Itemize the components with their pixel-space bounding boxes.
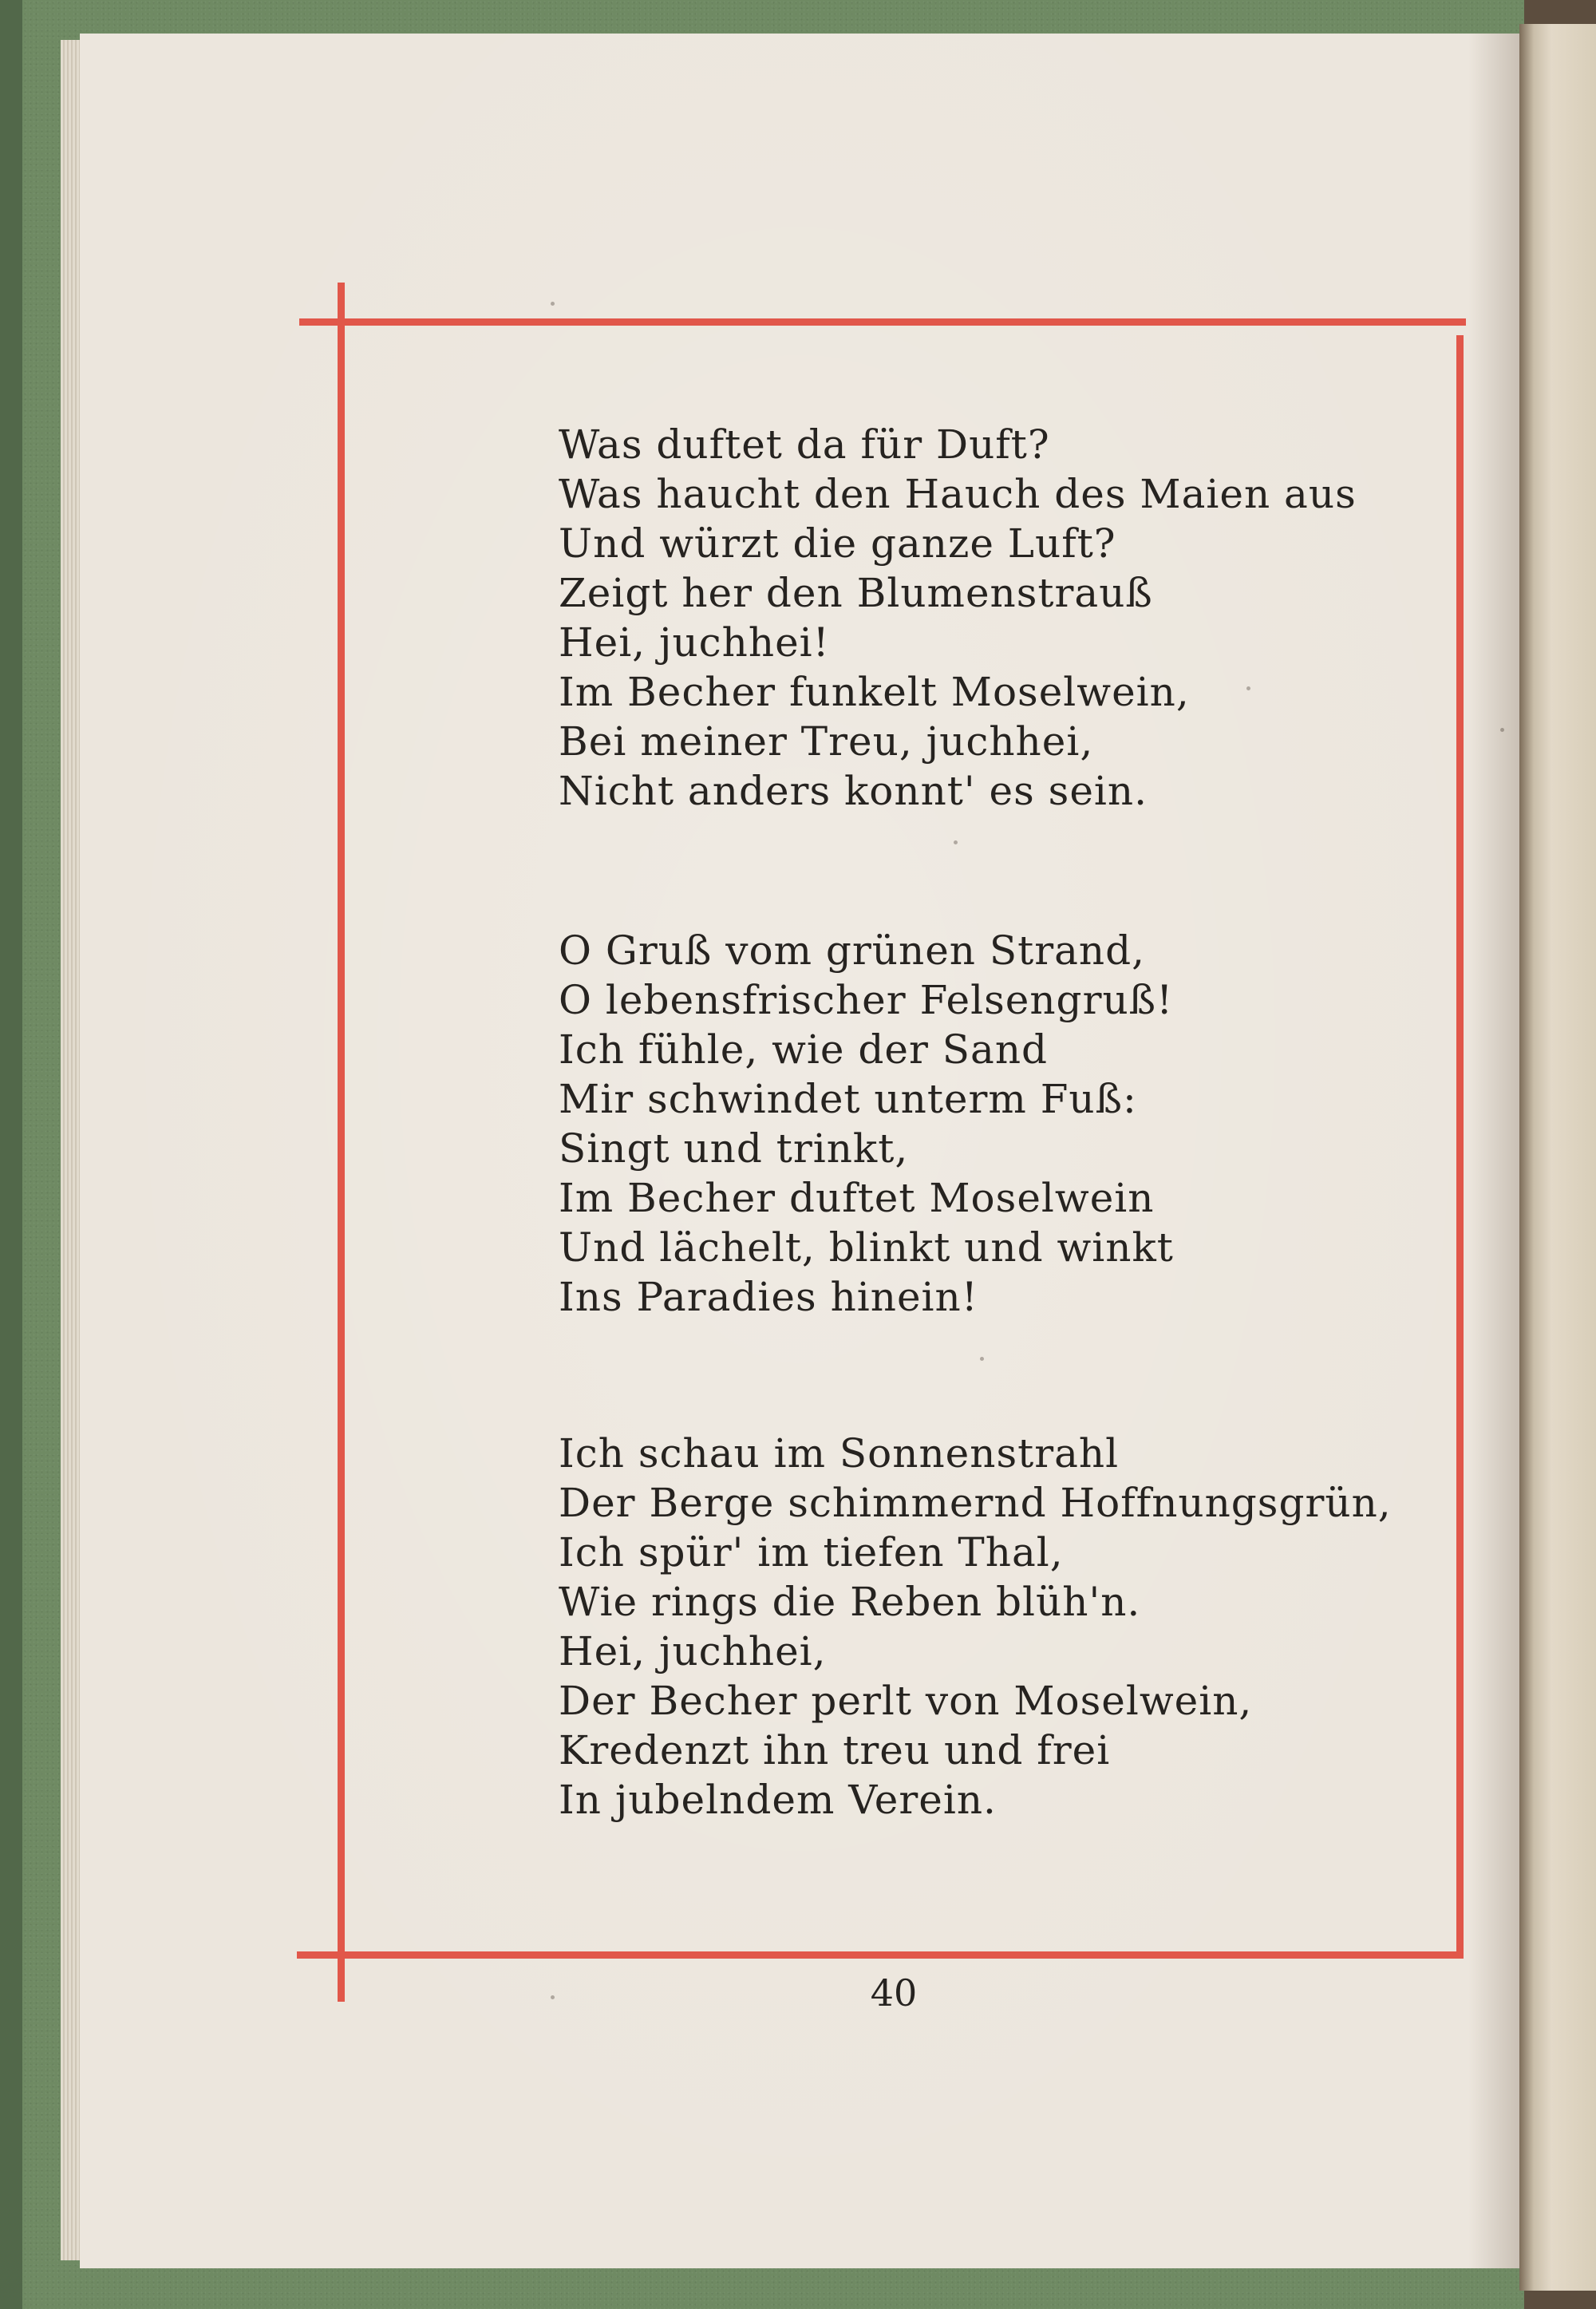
poem-line: Kredenzt ihn treu und frei (559, 1727, 1111, 1773)
poem-line: Bei meiner Treu, juchhei, (559, 718, 1094, 765)
paper-speck (1246, 686, 1250, 690)
poem-line: Hei, juchhei! (559, 619, 830, 666)
poem-line: In jubelndem Verein. (559, 1777, 997, 1823)
poem-line: Nicht anders konnt' es sein. (559, 768, 1148, 814)
border-rule-right (1456, 335, 1464, 1955)
paper-speck (1500, 728, 1504, 732)
facing-page-edge (1519, 24, 1596, 2291)
poem-line: Im Becher duftet Moselwein (559, 1175, 1155, 1221)
poem-line: Was duftet da für Duft? (559, 421, 1050, 468)
poem-line: Wie rings die Reben blüh'n. (559, 1579, 1141, 1625)
poem-line: Ins Paradies hinein! (559, 1274, 978, 1320)
poem-line: Mir schwindet unterm Fuß: (559, 1076, 1137, 1122)
paper-speck (954, 840, 958, 844)
poem-line: Der Berge schimmernd Hoffnungsgrün, (559, 1480, 1392, 1526)
poem-line: Im Becher funkelt Moselwein, (559, 669, 1190, 715)
poem-line: Ich fühle, wie der Sand (559, 1026, 1049, 1073)
poem-line: Zeigt her den Blumenstrauß (559, 570, 1153, 616)
paper-speck (551, 302, 555, 306)
poem-line: Ich spür' im tiefen Thal, (559, 1529, 1064, 1576)
poem-line: Und lächelt, blinkt und winkt (559, 1224, 1174, 1271)
poem-line: Und würzt die ganze Luft? (559, 520, 1116, 567)
poem-line: O lebensfrischer Felsengruß! (559, 977, 1174, 1023)
cover-edge (0, 0, 22, 2309)
border-rule-top (299, 318, 1466, 326)
paper-speck (980, 1357, 984, 1361)
poem-line: Hei, juchhei, (559, 1628, 827, 1674)
poem-line: Was haucht den Hauch des Maien aus (559, 471, 1357, 517)
poem-line: O Gruß vom grünen Strand, (559, 927, 1146, 974)
poem-line: Der Becher perlt von Moselwein, (559, 1678, 1253, 1724)
border-rule-left (338, 283, 345, 2002)
spine-shadow (1468, 34, 1519, 2268)
poem-line: Singt und trinkt, (559, 1125, 909, 1172)
page-number: 40 (870, 1971, 918, 2014)
paper-speck (551, 1995, 555, 1999)
border-rule-bottom (297, 1951, 1464, 1959)
poem-line: Ich schau im Sonnenstrahl (559, 1430, 1120, 1477)
